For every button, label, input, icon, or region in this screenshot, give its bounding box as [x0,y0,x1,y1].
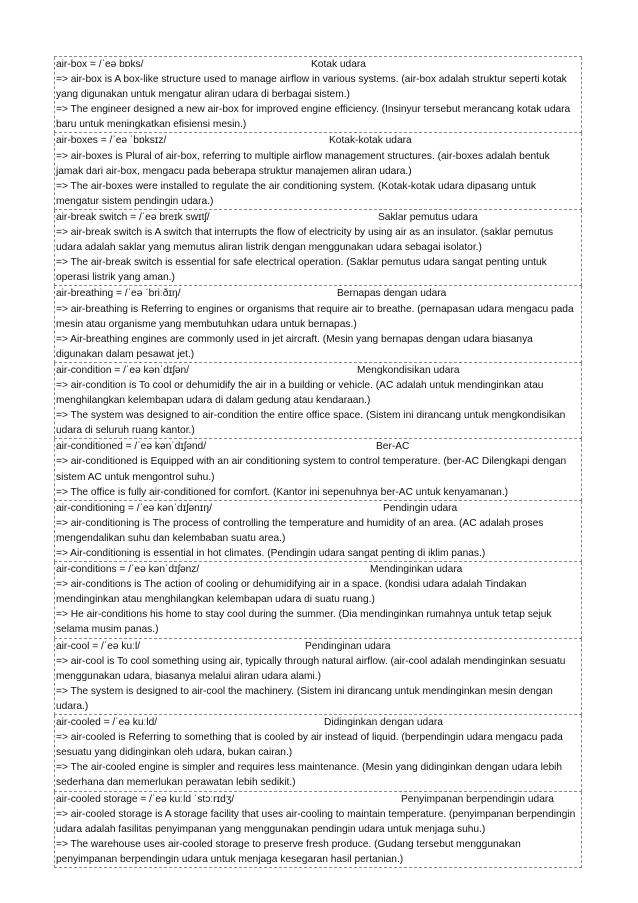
entry-header [56,501,579,516]
headword: air-cooled = /ˈeə kuːld/ [56,717,158,729]
dictionary-table [54,56,582,868]
dictionary-entry [54,715,582,791]
example: => The warehouse uses air-cooled storage to preserve fresh produce. (Gudang tersebut menggunakan penyimpanan berpendingin udara untuk menjaga kesegaran hasil pertanian.) [56,838,521,865]
dictionary-entry [54,501,582,562]
definition: => air-boxes is Plural of air-box, referring to multiple airflow management structures. (air-boxes adalah bentuk jamak dari air-box, mengacu pada beberapa struktur manajemen aliran udara.) [56,150,550,177]
entry-header [56,562,579,577]
headword: air-conditioned = /ˈeə kənˈdɪʃənd/ [56,441,207,453]
translation: Kotak-kotak udara [329,135,412,147]
example: => The system was designed to air-condition the entire office space. (Sistem ini dirancang untuk mengkondisikan udara di seluruh ruang kantor.) [56,410,566,437]
translation: Didinginkan dengan udara [324,717,443,729]
example: => The air-boxes were installed to regulate the air conditioning system. (Kotak-kotak udara dipasang untuk mengatur sistem pendingin udara.) [56,180,537,207]
example: => The air-cooled engine is simpler and requires less maintenance. (Mesin yang didinginkan dengan udara lebih sederhana dan memerlukan perawatan lebih sedikit.) [56,762,563,789]
dictionary-entry [54,562,582,638]
entry-header [56,133,579,148]
definition: => air-box is A box-like structure used to manage airflow in various systems. (air-box adalah struktur seperti kotak yang digunakan untuk mengatur aliran udara di berbagai sistem.) [56,74,567,101]
definition: => air-conditions is The action of cooling or dehumidifying air in a space. (kondisi udara adalah Tindakan mendinginkan atau menghilangkan kelembapan udara di suatu ruang.) [56,579,527,606]
entry-header [56,363,579,378]
headword: air-box = /ˈeə bɒks/ [56,59,144,70]
translation: Kotak udara [311,59,366,70]
translation: Penyimpanan berpendingin udara [401,793,554,805]
headword: air-conditioning = /ˈeə kənˈdɪʃənɪŋ/ [56,502,212,514]
definition: => air-condition is To cool or dehumidify the air in a building or vehicle. (AC adalah untuk mendinginkan atau menghilangkan kelembapan udara di dalam gedung atau kendaraan.) [56,379,544,407]
dictionary-entry [54,363,582,439]
definition: => air-cooled storage is A storage facility that uses air-cooling to maintain temperature. (penyimpanan berpendingin udara adalah fasilitas penyimpanan yang menggunakan pendingin udara untuk menjaga suhu.) [56,808,576,835]
headword: air-condition = /ˈeə kənˈdɪʃən/ [56,364,190,376]
translation: Ber-AC [376,441,410,453]
example: => The air-break switch is essential for safe electrical operation. (Saklar pemutus udara sangat penting untuk operasi listrik yang aman.) [56,257,547,284]
definition: => air-cooled is Referring to something that is cooled by air instead of liquid. (berpendingin udara mengacu pada sesuatu yang didinginkan oleh udara, bukan cairan.) [56,732,563,759]
entry-header [56,792,579,807]
translation: Mengkondisikan udara [357,364,460,376]
translation: Mendinginkan udara [370,564,463,576]
headword: air-cooled storage = /ˈeə kuːld ˈstɔːrɪdʒ/ [56,793,235,805]
entry-header [56,439,579,454]
headword: air-conditions = /ˈeə kənˈdɪʃənz/ [56,564,200,576]
headword: air-cool = /ˈeə kuːl/ [56,640,141,652]
entry-header [56,715,579,730]
translation: Saklar pemutus udara [378,211,478,223]
example: => The system is designed to air-cool the machinery. (Sistem ini dirancang untuk mendinginkan mesin dengan udara.) [56,685,553,712]
example: => The office is fully air-conditioned for comfort. (Kantor ini sepenuhnya ber-AC untuk kenyamanan.) [56,486,509,498]
entry-header [56,639,579,654]
entry-header [56,57,579,72]
translation: Bernapas dengan udara [337,288,447,300]
example: => Air-breathing engines are commonly used in jet aircraft. (Mesin yang bernapas dengan udara biasanya digunakan dalam pesawat jet.) [56,333,533,360]
dictionary-entry [54,57,582,133]
example: => He air-conditions his home to stay cool during the summer. (Dia mendinginkan rumahnya untuk tetap sejuk selama musim panas.) [56,609,552,636]
example: => The engineer designed a new air-box for improved engine efficiency. (Insinyur tersebut merancang kotak udara baru untuk meningkatkan efisiensi mesin.) [56,104,571,131]
dictionary-entry [54,439,582,500]
headword: air-breathing = /ˈeə ˈbriːðɪŋ/ [56,288,181,300]
entry-header [56,286,579,301]
headword: air-break switch = /ˈeə breɪk swɪtʃ/ [56,211,210,223]
dictionary-entry [54,133,582,209]
entry-header [56,210,579,225]
dictionary-entry [54,792,582,868]
definition: => air-conditioning is The process of controlling the temperature and humidity of an area. (AC adalah proses mengendalikan suhu dan kelembaban suatu area.) [56,517,544,544]
definition: => air-conditioned is Equipped with an air conditioning system to control temperature. (ber-AC Dilengkapi dengan sistem AC untuk mengontrol suhu.) [56,456,567,483]
translation: Pendingin udara [383,502,458,514]
definition: => air-break switch is A switch that interrupts the flow of electricity by using air as an insulator. (saklar pemutus udara adalah saklar yang memutus aliran listrik dengan menggunakan udara sebagai isolator.) [56,227,554,254]
translation: Pendinginan udara [305,640,391,652]
headword: air-boxes = /ˈeə ˈbɒksɪz/ [56,135,167,147]
definition: => air-cool is To cool something using air, typically through natural airflow. (air-cool adalah mendinginkan sesuatu menggunakan udara, biasanya melalui aliran udara alami.) [56,655,566,682]
definition: => air-breathing is Referring to engines or organisms that require air to breathe. (pernapasan udara mengacu pada mesin atau organisme yang membutuhkan udara untuk bernapas.) [56,303,574,330]
dictionary-entry [54,210,582,286]
dictionary-entry [54,286,582,362]
dictionary-entry [54,639,582,715]
example: => Air-conditioning is essential in hot climates. (Pendingin udara sangat penting di iklim panas.) [56,548,486,559]
